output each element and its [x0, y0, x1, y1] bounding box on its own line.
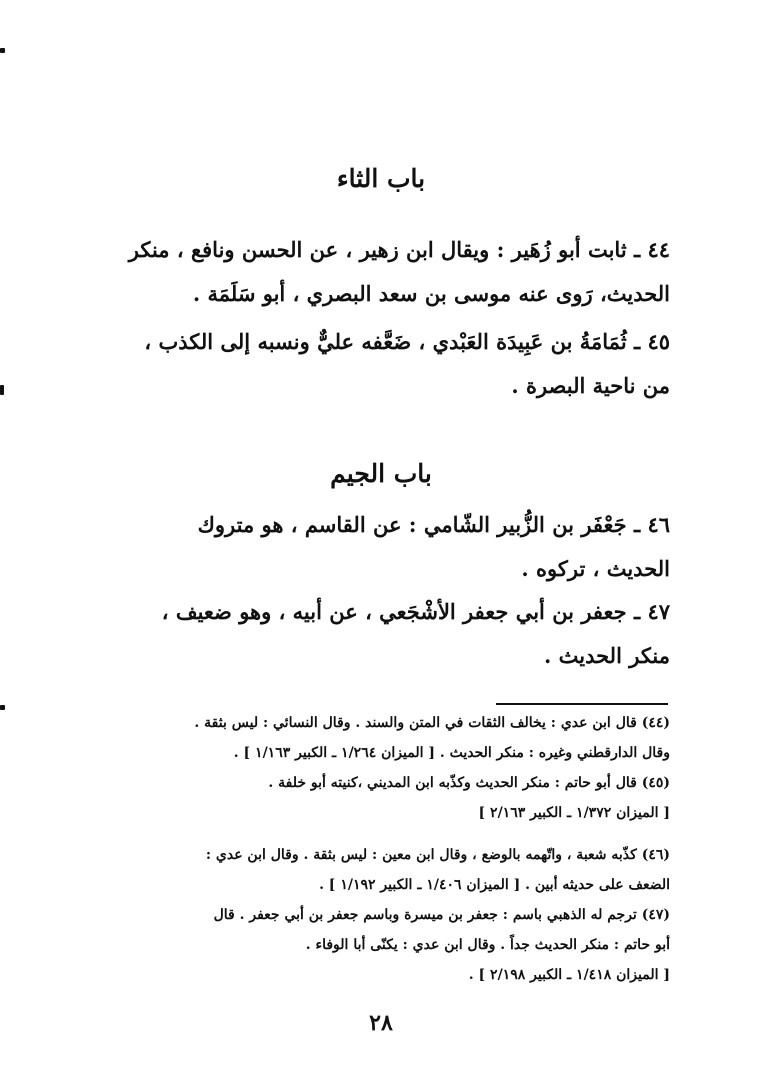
page-number: ٢٨ [369, 1010, 393, 1036]
footnote-line: (٤٤) قال ابن عدي : يخالف الثقات في المتن والسند . وقال النسائي : ليس بثقة . [194, 715, 670, 731]
entry-45 [92, 320, 670, 408]
footnote-line: (٤٧) ترجم له الذهبي باسم : جعفر بن ميسرة وباسم جعفر بن أبي جعفر . قال [213, 907, 670, 923]
entry-line: الحديث ، تركوه . [521, 556, 670, 581]
entry-line: ٤٥ ـ ثُمَامَةُ بن عَبِيدَة العَبْدي ، ضَعَّفه عليٌّ ونسبه إلى الكذب ، [144, 329, 670, 354]
entry-47 [92, 590, 670, 678]
entry-line: الحديث، رَوى عنه موسى بن سعد البصري ، أبو سَلَمَة . [192, 281, 670, 306]
footnote-line: [ الميزان ١/٣٧٢ ـ الكبير ٢/١٦٣ ] [478, 805, 670, 821]
entry-44 [92, 228, 670, 316]
footnote-line: [ الميزان ١/٤١٨ ـ الكبير ٢/١٩٨ ] . [468, 967, 670, 983]
entry-46 [92, 503, 670, 591]
footnotes [92, 708, 670, 990]
entry-line: ٤٧ ـ جعفر بن أبي جعفر الأشْجَعي ، عن أبيه ، وهو ضعيف ، [161, 599, 670, 624]
footnote-line: (٤٦) كذّبه شعبة ، واتّهمه بالوضع ، وقال ابن معين : ليس بثقة . وقال ابن عدي : [205, 847, 670, 863]
footnote-separator [496, 703, 668, 705]
footnote-line: (٤٥) قال أبو حاتم : منكر الحديث وكذّبه ابن المديني ،كنيته أبو خلفة . [268, 775, 670, 791]
footnote-line: وقال الدارقطني وغيره : منكر الحديث . [ الميزان ١/٢٦٤ ـ الكبير ١/١٦٣ ] . [233, 745, 670, 761]
scan-mark-top [0, 48, 5, 53]
footnote-46 [92, 840, 670, 900]
footnote-line: أبو حاتم : منكر الحديث جداً . وقال ابن عدي : يكنّى أبا الوفاء . [305, 937, 670, 953]
footnote-44 [92, 708, 670, 768]
scan-mark-lower [0, 705, 5, 710]
footnote-47 [92, 900, 670, 990]
entry-line: ٤٦ ـ جَعْفَر بن الزُّبير الشّامي : عن القاسم ، هو متروك [197, 512, 670, 537]
footnote-line: الضعف على حديثه أبين . [ الميزان ١/٤٠٦ ـ الكبير ١/١٩٢ ] . [319, 877, 670, 893]
section-heading-jim: باب الجيم [330, 459, 432, 488]
entry-line: ٤٤ ـ ثابت أبو زُهَير : ويقال ابن زهير ، عن الحسن ونافع ، منكر [128, 237, 670, 262]
section-heading-tha: باب الثاء [336, 164, 426, 193]
footnote-gap [92, 828, 670, 840]
scan-mark-middle [0, 385, 4, 395]
footnote-45 [92, 768, 670, 828]
entry-line: منكر الحديث . [544, 643, 670, 668]
entry-line: من ناحية البصرة . [511, 373, 670, 398]
